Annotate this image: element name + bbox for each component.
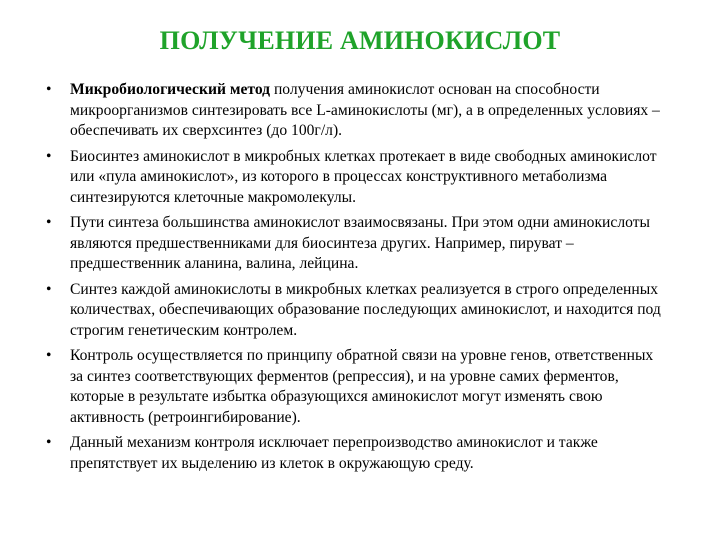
bullet-text: Пути синтеза большинства аминокислот взаимосвязаны. При этом одни аминокислоты являются предшественниками для биосинтеза других. Например, пируват – предшественник аланина, валина, лейцина. — [70, 214, 650, 272]
bullet-text: Синтез каждой аминокислоты в микробных клетках реализуется в строго определенных количествах, обеспечивающих образование последующих аминокислот, и находится под строгим генетическим контролем. — [70, 280, 661, 339]
bullet-text: получения аминокислот основан на способности микроорганизмов синтезировать все L-аминокислоты (мг), а в определенных условиях – обеспечивать их сверхсинтез (до 100г/л). — [70, 81, 660, 139]
bullet-item — [46, 213, 666, 275]
bullet-item — [46, 280, 666, 342]
bullet-item — [46, 80, 666, 142]
slide-title: ПОЛУЧЕНИЕ АМИНОКИСЛОТ — [159, 26, 561, 55]
bullet-list — [46, 80, 666, 479]
bullet-item — [46, 433, 666, 474]
bullet-dot-icon: • — [46, 214, 52, 231]
bullet-item — [46, 147, 666, 209]
bullet-item — [46, 346, 666, 428]
bullet-dot-icon: • — [46, 81, 52, 98]
bullet-text: Биосинтез аминокислот в микробных клетках протекает в виде свободных аминокислот или «пула аминокислот», из которого в процессах конструктивного метаболизма синтезируются клеточные макромолекулы. — [70, 147, 657, 206]
bullet-bold-text: Микробиологический метод — [70, 81, 271, 98]
bullet-text: Данный механизм контроля исключает перепроизводство аминокислот и также препятствует их выделению из клеток в окружающую среду. — [70, 434, 598, 472]
bullet-dot-icon: • — [46, 147, 52, 165]
bullet-dot-icon: • — [46, 434, 52, 451]
bullet-dot-icon: • — [46, 280, 52, 298]
bullet-dot-icon: • — [46, 347, 52, 364]
bullet-text: Контроль осуществляется по принципу обратной связи на уровне генов, ответственных за синтез соответствующих ферментов (репрессия), и на уровне самих ферментов, которые в результате избытка образующихся аминокислот могут изменять свою активность (ретроингибирование). — [70, 347, 654, 426]
